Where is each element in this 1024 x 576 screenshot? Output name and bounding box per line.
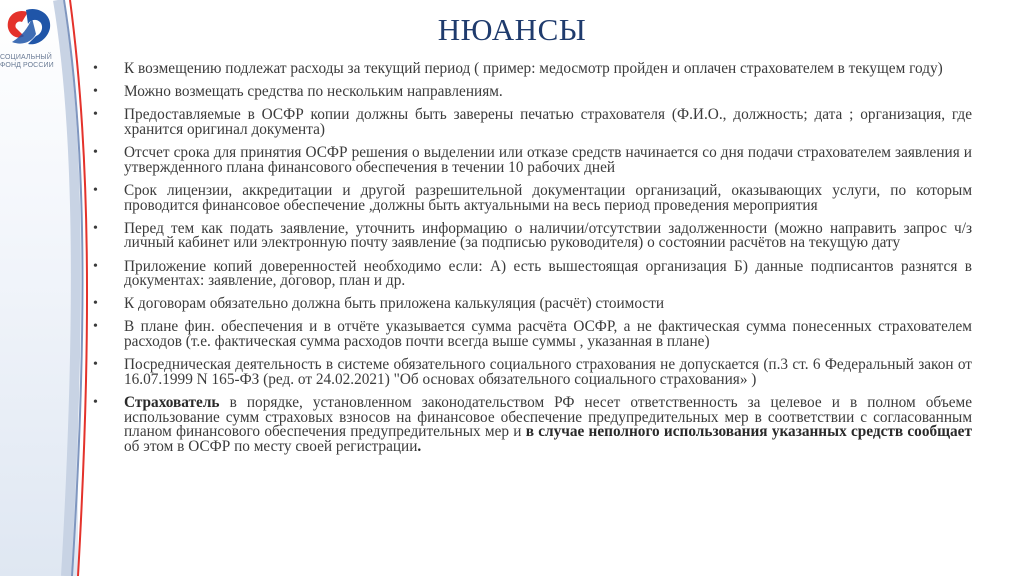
nuances-list bbox=[88, 62, 972, 463]
list-item bbox=[88, 146, 972, 175]
list-item bbox=[88, 181, 972, 214]
list-item bbox=[88, 108, 972, 137]
list-item-text: Можно возмещать средства по нескольким направлениям. bbox=[124, 83, 503, 101]
sidebar-curve-decoration bbox=[0, 0, 90, 576]
list-item bbox=[88, 85, 972, 100]
list-item-text: Приложение копий доверенностей необходимо если: А) есть вышестоящая организация Б) данные подписантов разнятся в документах: заявление, договор, план и др. bbox=[124, 257, 972, 290]
list-item-text: Посредническая деятельность в системе обязательного социального страхования не допускается (п.3 ст. 6 Федеральный закон от 16.07.1999 N 165-ФЗ (ред. от 24.02.2021) "Об основах обязательного социального страхования» ) bbox=[124, 356, 972, 388]
list-item-text: В плане фин. обеспечения и в отчёте указывается сумма расчёта ОСФР, а не фактическая сумма понесенных страхователем расходов (т.е. фактическая сумма расходов почти всегда выше суммы , указанная в плане) bbox=[124, 318, 972, 351]
list-item bbox=[88, 62, 972, 77]
list-item-text: Предоставляемые в ОСФР копии должны быть заверены печатью страхователя (Ф.И.О., должность; дата ; организация, где хранится оригинал документа) bbox=[124, 106, 972, 138]
list-item-text: К возмещению подлежат расходы за текущий период ( пример: медосмотр пройден и оплачен страхователем в текущем году) bbox=[124, 60, 943, 77]
bullet-marker: • bbox=[93, 145, 98, 161]
list-item bbox=[88, 219, 972, 252]
list-item-text: К договорам обязательно должна быть приложена калькуляция (расчёт) стоимости bbox=[124, 295, 665, 313]
list-item-text: об этом в ОСФР по месту своей регистрации bbox=[124, 437, 418, 455]
bullet-marker: • bbox=[93, 319, 98, 335]
bullet-marker: • bbox=[93, 107, 98, 123]
list-item-text: Перед тем как подать заявление, уточнить информацию о наличии/отсутствии задолженности (можно направить запрос ч/з личный кабинет или электронную почту заявление (за подписью руководителя) о состоянии расчётов на текущую дату bbox=[124, 219, 972, 252]
list-item-text: в порядке, установленном законодательством РФ несет ответственность за целевое и в полном объеме использование сумм страховых взносов на финансовое обеспечение предупредительных мер в соответствии с согласованным планом финансового обеспечения предупредительных мер и bbox=[124, 394, 972, 441]
bullet-marker: • bbox=[93, 182, 98, 198]
list-item bbox=[88, 297, 972, 312]
bullet-marker: • bbox=[93, 357, 98, 373]
bullet-marker: • bbox=[93, 61, 98, 76]
insurer-bold-text: Страхователь bbox=[124, 394, 220, 412]
logo-caption bbox=[0, 54, 70, 70]
notice-bold-text: в случае неполного использования указанных средств сообщает bbox=[525, 423, 972, 441]
list-item-last bbox=[88, 396, 972, 454]
bullet-marker: • bbox=[93, 84, 98, 100]
final-period: . bbox=[417, 437, 422, 455]
bullet-marker: • bbox=[93, 296, 98, 312]
logo-caption-line1: СОЦИАЛЬНЫЙ bbox=[0, 54, 52, 61]
list-item-text: Отсчет срока для принятия ОСФР решения о выделении или отказе средств начинается со дня подачи страхователем заявления и утвержденного плана финансового обеспечения в течении 10 рабочих дней bbox=[124, 144, 972, 176]
list-item bbox=[88, 358, 972, 387]
list-item-text: Срок лицензии, аккредитации и другой разрешительной документации организаций, оказывающих услуги, по которым проводится финансовое обеспечение ,должны быть актуальными на весь период проведения мероприятия bbox=[124, 181, 972, 214]
bullet-marker: • bbox=[93, 220, 98, 236]
list-item bbox=[88, 320, 972, 349]
bullet-marker: • bbox=[93, 395, 98, 411]
bullet-marker: • bbox=[93, 258, 98, 274]
logo-caption-line2: ФОНД РОССИИ bbox=[0, 62, 54, 69]
page-title: НЮАНСЫ bbox=[437, 12, 587, 47]
list-item bbox=[88, 257, 972, 290]
